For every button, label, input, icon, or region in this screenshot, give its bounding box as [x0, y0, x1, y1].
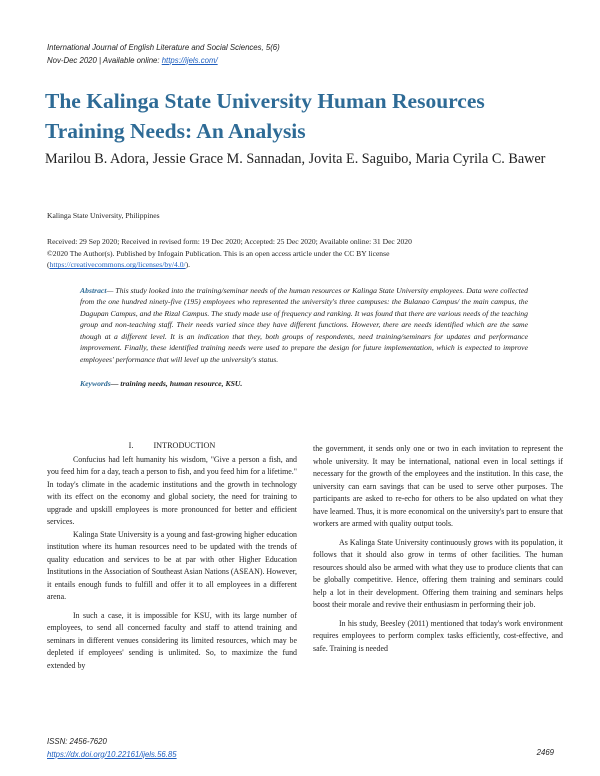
received-dates: Received: 29 Sep 2020; Received in revised form: 19 Dec 2020; Accepted: 25 Dec 2020; Available online: 31 Dec 2020 [47, 237, 412, 246]
journal-header [47, 42, 280, 67]
publication-info [47, 236, 562, 271]
issue-date-text: Nov-Dec 2020 | Available online: [47, 55, 162, 65]
issn: ISSN: 2456-7620 [47, 737, 107, 746]
keywords-label: Keywords [80, 379, 111, 388]
abstract-text: — This study looked into the training/seminar needs of the human resources or Kalinga State University employees. Data were collected from the one hundred ninety-five (195) employees who represented the university's three campuses: the Bulanao Campus/ the main campus, the Dagupan Campus, and the Rizal Campus. The study made use of frequency and ranking. It was found that there are various needs of the teaching group and non-teaching staff. Their needs varied since they have different functions. However, there are needs identified which are the same though at a different level. It is an indication that they, both groups of respondents, need training/seminars for updates and performance improvement. Finally, these identified training needs were used to prepare the design for future implementation, which is expected to improve employees' performance that will level up the university's status. [80, 286, 528, 364]
paragraph: In his study, Beesley (2011) mentioned that today's work environment requires employees to perform complex tasks efficiently, cost-effective, and safe. Training is needed [313, 618, 563, 653]
right-column [313, 443, 563, 655]
keywords-text: — training needs, human resource, KSU. [110, 379, 243, 388]
journal-citation: International Journal of English Literature and Social Sciences, 5(6) [47, 43, 280, 52]
license-link[interactable]: https://creativecommons.org/licenses/by/4.0/ [49, 260, 186, 270]
paragraph: Confucius had left humanity his wisdom, "Give a person a fish, and you feed him for a day, teach a person to fish, and you feed him for a lifetime." In today's climate in the academic institutions and the growth in technology with its effect on the economy and global society, the need for training to upgrade and upskill employees is more pronounced for better and efficient services. [47, 454, 297, 526]
affiliation: Kalinga State University, Philippines [47, 211, 160, 220]
page-number: 2469 [536, 748, 554, 757]
paragraph: the government, it sends only one or two in each invitation to represent the whole university. It may be international, national even in local settings if necessary for the growth of the employees and the institution. In this case, the university can earn savings that can be used to serve other purposes. The participants are asked to re-echo for others to be also updated on what they have learned. Thus, it is more economical on the university's part to ensure that workers are armed with quality output tools. [313, 444, 563, 528]
abstract [80, 285, 528, 365]
license-line: (https://creativecommons.org/licenses/by/4.0/). [47, 260, 191, 270]
copyright-notice: ©2020 The Author(s). Published by Infogain Publication. This is an open access article under the CC BY license [47, 248, 390, 258]
paragraph: In such a case, it is impossible for KSU, with its large number of employees, to send all concerned faculty and staff to attend training and seminars in different venues considering its limited resources, which may be depleted if employees' sending is unlimited. So, to maximize the fund extended by [47, 610, 297, 670]
section-heading [47, 440, 297, 453]
paragraph: Kalinga State University is a young and fast-growing higher education institution where its human resources need to be updated with the trends of quality education and services to be at par with other Higher Education Institutions in the Association of Southeast Asian Nations (ASEAN). However, it entails enough funds to fulfill and offer it to all employees in a different arena. [47, 529, 297, 601]
left-column [47, 440, 297, 672]
keywords [80, 379, 242, 388]
abstract-label: Abstract [80, 286, 107, 295]
paper-title: The Kalinga State University Human Resources Training Needs: An Analysis [45, 89, 485, 143]
doi-link[interactable]: https://dx.doi.org/10.22161/ijels.56.85 [47, 749, 177, 759]
author-list: Marilou B. Adora, Jessie Grace M. Sannadan, Jovita E. Saguibo, Maria Cyrila C. Bawer [45, 151, 546, 167]
journal-link[interactable]: https://ijels.com/ [161, 55, 218, 65]
page-footer [47, 736, 177, 761]
paragraph: As Kalinga State University continuously grows with its population, it follows that it should also grow in terms of other facilities. The human resources should also be armed with what they use to produce clients that can be globally competitive. Hence, offering them training and seminars could help a lot in their development. Offering them training and seminars helps boost their morale and revive their enthusiasm in performing their job. [313, 537, 563, 609]
issue-line [47, 55, 280, 68]
section-title: INTRODUCTION [153, 441, 216, 450]
section-number: I. [128, 441, 134, 450]
